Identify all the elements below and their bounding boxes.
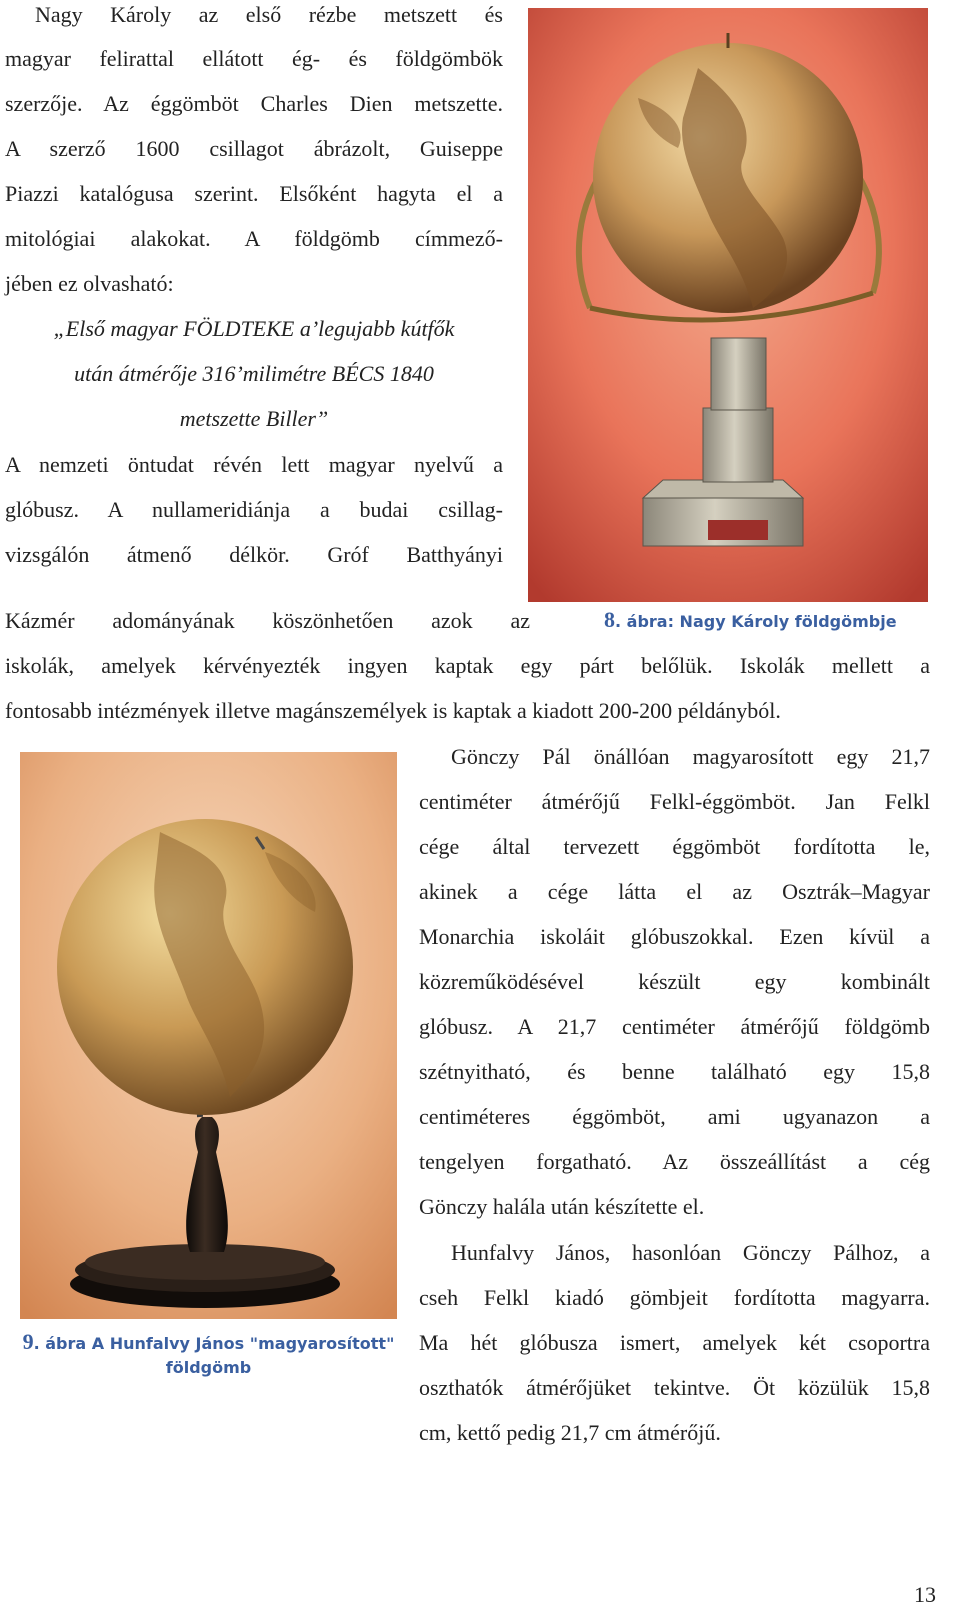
figure-8-number: 8 bbox=[604, 607, 615, 632]
figure-9-caption-text: . ábra A Hunfalvy János "magyarosított" bbox=[33, 1334, 395, 1353]
figure-9-caption bbox=[20, 1330, 397, 1380]
text-line: Hunfalvy János, hasonlóan Gönczy Pálhoz, a bbox=[451, 1240, 930, 1265]
text-line: tengelyen forgatható. Az összeállítást a cég bbox=[419, 1149, 930, 1174]
figure-9-caption-line bbox=[20, 1330, 397, 1356]
text-line: Monarchia iskoláit glóbuszokkal. Ezen kívül a bbox=[419, 924, 930, 949]
text-line: Ma hét glóbusza ismert, amelyek két csoportra bbox=[419, 1330, 930, 1355]
text-line: jében ez olvasható: bbox=[5, 271, 174, 296]
text-line: Gönczy halála után készítette el. bbox=[419, 1194, 705, 1219]
figure-9-hunfalvy-globe bbox=[20, 752, 397, 1319]
text-line: oszthatók átmérőjüket tekintve. Öt közülük 15,8 bbox=[419, 1375, 930, 1400]
quote-line: metszette Biller” bbox=[179, 406, 329, 431]
text-line: közreműködésével készült egy kombinált bbox=[419, 969, 930, 994]
figure-9-caption-line: földgömb bbox=[165, 1358, 252, 1377]
text-line: A nemzeti öntudat révén lett magyar nyelvű a bbox=[5, 452, 503, 477]
quote-line: „Első magyar FÖLDTEKE a’legujabb kútfők bbox=[53, 316, 455, 341]
text-line: Piazzi katalógusa szerint. Elsőként hagyta el a bbox=[5, 181, 503, 206]
page-number: 13 bbox=[914, 1582, 936, 1607]
text-line: iskolák, amelyek kérvényezték ingyen kaptak egy párt belőlük. Iskolák mellett a bbox=[5, 653, 930, 678]
text-line: Gönczy Pál önállóan magyarosított egy 21,7 bbox=[451, 744, 930, 769]
text-line: fontosabb intézmények illetve magánszemélyek is kaptak a kiadott 200-200 példányból. bbox=[5, 698, 781, 723]
text-line: szerzője. Az éggömböt Charles Dien metszette. bbox=[5, 91, 503, 116]
text-line: cége által tervezett éggömböt fordította le, bbox=[419, 834, 930, 859]
text-line: Kázmér adományának köszönhetően azok az bbox=[5, 608, 530, 633]
text-line: centiméter átmérőjű Felkl-éggömböt. Jan Felkl bbox=[419, 789, 930, 814]
text-line: A szerző 1600 csillagot ábrázolt, Guiseppe bbox=[5, 136, 503, 161]
text-line: glóbusz. A nullameridiánja a budai csillag- bbox=[5, 497, 503, 522]
text-line: cm, kettő pedig 21,7 cm átmérőjű. bbox=[419, 1420, 721, 1445]
text-line: akinek a cége látta el az Osztrák–Magyar bbox=[419, 879, 930, 904]
figure-8-caption bbox=[604, 608, 897, 634]
figure-8-nagy-karoly-globe bbox=[528, 8, 928, 602]
text-line: mitológiai alakokat. A földgömb címmező- bbox=[5, 226, 503, 251]
globe-photo-9 bbox=[20, 752, 397, 1319]
text-line: centiméteres éggömböt, ami ugyanazon a bbox=[419, 1104, 930, 1129]
text-line: cseh Felkl kiadó gömbjeit fordította magyarra. bbox=[419, 1285, 930, 1310]
figure-9-number: 9 bbox=[22, 1329, 34, 1354]
globe-photo-8 bbox=[528, 8, 928, 602]
text-line: vizsgálón átmenő délkör. Gróf Batthyányi bbox=[5, 542, 503, 567]
text-line: szétnyitható, és benne található egy 15,8 bbox=[419, 1059, 930, 1084]
text-line: magyar felirattal ellátott ég- és földgömbök bbox=[5, 46, 503, 71]
quote-line: után átmérője 316’milimétre BÉCS 1840 bbox=[74, 361, 434, 386]
text-line: glóbusz. A 21,7 centiméter átmérőjű földgömb bbox=[419, 1014, 930, 1039]
text-line: Nagy Károly az első rézbe metszett és bbox=[35, 2, 503, 27]
figure-8-caption-text: . ábra: Nagy Károly földgömbje bbox=[615, 612, 897, 631]
